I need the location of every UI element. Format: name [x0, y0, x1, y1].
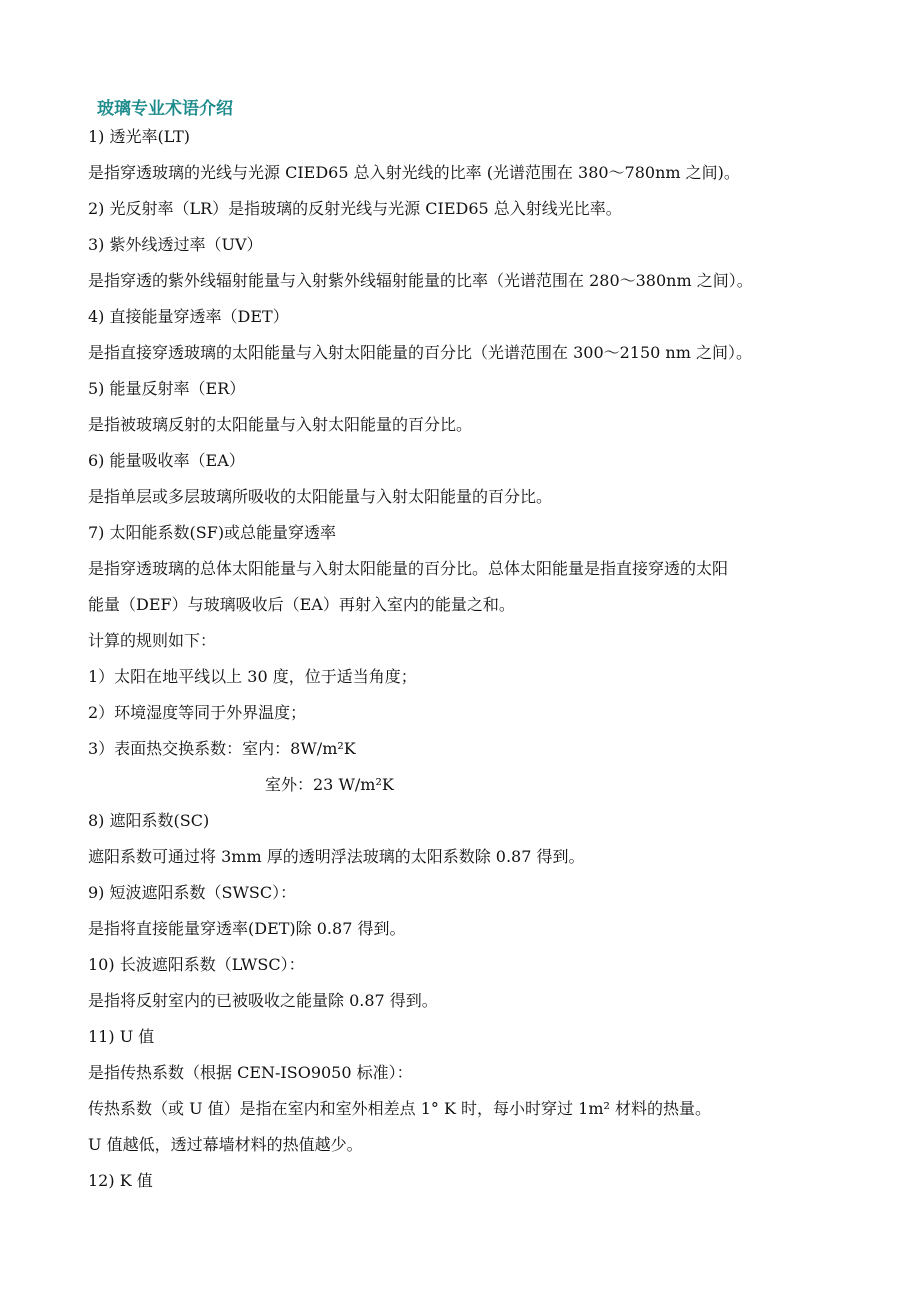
term-description: 是指被玻璃反射的太阳能量与入射太阳能量的百分比。: [88, 415, 473, 434]
term-description: 是指穿透玻璃的总体太阳能量与入射太阳能量的百分比。总体太阳能量是指直接穿透的太阳: [88, 559, 729, 578]
rules-heading: 计算的规则如下：: [88, 631, 217, 650]
term-description-continued: 能量（DEF）与玻璃吸收后（EA）再射入室内的能量之和。: [88, 595, 515, 614]
rule-item-continued: 室外：23 W/m²K: [265, 775, 394, 794]
rule-item: 3）表面热交换系数：室内：8W/m²K: [88, 739, 356, 758]
term-description: 是指将反射室内的已被吸收之能量除 0.87 得到。: [88, 991, 438, 1010]
term-description: U 值越低，透过幕墙材料的热值越少。: [88, 1135, 363, 1154]
term-description: 是指单层或多层玻璃所吸收的太阳能量与入射太阳能量的百分比。: [88, 487, 553, 506]
term-description: 是指穿透的紫外线辐射能量与入射紫外线辐射能量的比率（光谱范围在 280～380nm 之间）。: [88, 271, 753, 290]
term-description: 是指直接穿透玻璃的太阳能量与入射太阳能量的百分比（光谱范围在 300～2150 nm 之间）。: [88, 343, 752, 362]
document-title: 玻璃专业术语介绍: [97, 99, 233, 119]
term-heading-lr: 2) 光反射率（LR）是指玻璃的反射光线与光源 CIED65 总入射线光比率。: [88, 199, 622, 218]
rule-item: 1）太阳在地平线以上 30 度，位于适当角度；: [88, 667, 417, 686]
term-description: 传热系数（或 U 值）是指在室内和室外相差点 1° K 时，每小时穿过 1m² 材料的热量。: [88, 1099, 711, 1118]
rule-item: 2）环境湿度等同于外界温度；: [88, 703, 307, 722]
term-description: 遮阳系数可通过将 3mm 厚的透明浮法玻璃的太阳系数除 0.87 得到。: [88, 847, 585, 866]
term-description: 是指穿透玻璃的光线与光源 CIED65 总入射光线的比率 (光谱范围在 380～780nm 之间)。: [88, 163, 740, 182]
term-heading-ea: 6) 能量吸收率（EA）: [88, 451, 245, 470]
term-description: 是指将直接能量穿透率(DET)除 0.87 得到。: [88, 919, 406, 938]
term-heading-swsc: 9) 短波遮阳系数（SWSC）：: [88, 883, 297, 902]
term-description: 是指传热系数（根据 CEN-ISO9050 标准）：: [88, 1063, 413, 1082]
term-heading-sc: 8) 遮阳系数(SC): [88, 811, 210, 830]
term-heading-er: 5) 能量反射率（ER）: [88, 379, 246, 398]
term-heading-sf: 7) 太阳能系数(SF)或总能量穿透率: [88, 523, 337, 542]
term-heading-uv: 3) 紫外线透过率（UV）: [88, 235, 263, 254]
term-heading-det: 4) 直接能量穿透率（DET）: [88, 307, 289, 326]
term-heading-lt: 1) 透光率(LT): [88, 127, 190, 146]
term-heading-lwsc: 10) 长波遮阳系数（LWSC）：: [88, 955, 305, 974]
term-heading-u-value: 11) U 值: [88, 1027, 155, 1046]
term-heading-k-value: 12) K 值: [88, 1171, 153, 1190]
